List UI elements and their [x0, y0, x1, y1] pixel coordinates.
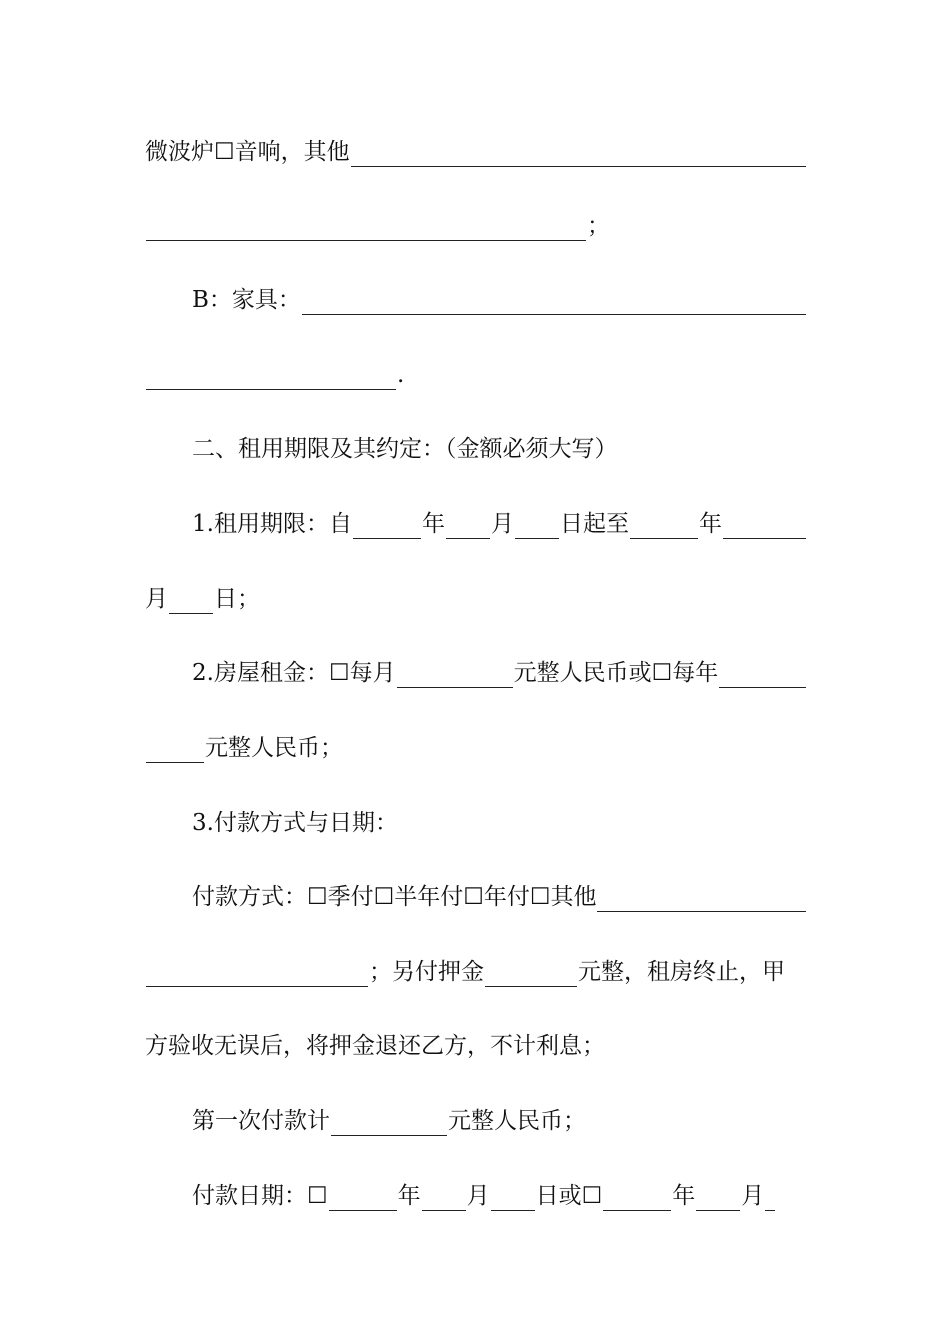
yearly-rent-blank-2 — [146, 738, 204, 763]
month-label: 月 — [466, 1183, 490, 1209]
appliances-continuation-blank — [146, 216, 586, 241]
furniture-blank — [302, 290, 806, 315]
pay-month-blank — [422, 1186, 466, 1211]
furniture-continuation-blank — [146, 365, 396, 390]
first-payment-blank — [331, 1111, 447, 1136]
year-label: 年 — [421, 511, 445, 537]
deposit-line — [145, 957, 807, 987]
appliances-other-label: 微波炉☐音响，其他 — [145, 139, 350, 165]
lease-term-line — [145, 509, 807, 539]
rent-monthly-label: 2.房屋租金：☐每月 — [192, 660, 396, 686]
appliances-continuation-line — [145, 211, 807, 241]
rent-unit-label: 元整人民币； — [205, 735, 343, 761]
end-month-blank — [723, 514, 806, 539]
or-label: 日或☐ — [535, 1183, 603, 1209]
pay-year-blank-2 — [603, 1186, 671, 1211]
payment-other-blank-2 — [146, 962, 368, 987]
payment-date-label: 付款日期：☐ — [192, 1183, 328, 1209]
start-year-blank — [353, 514, 421, 539]
monthly-rent-blank — [397, 663, 513, 688]
furniture-label: B：家具： — [192, 287, 301, 313]
first-payment-unit: 元整人民币； — [448, 1108, 586, 1134]
furniture-continuation-line — [145, 360, 807, 390]
deposit-blank — [485, 962, 577, 987]
end-year-blank — [630, 514, 698, 539]
year-label: 年 — [698, 511, 722, 537]
pay-day-blank — [491, 1186, 535, 1211]
first-payment-label: 第一次付款计 — [192, 1108, 330, 1134]
rent-continuation — [145, 733, 807, 763]
payment-method-options: 付款方式：☐季付☐半年付☐年付☐其他 — [192, 884, 597, 910]
first-payment-line — [145, 1106, 807, 1136]
pay-day-blank-2 — [765, 1186, 775, 1211]
pay-year-blank — [329, 1186, 397, 1211]
month-label: 月 — [145, 586, 168, 612]
day-label: 日； — [214, 586, 260, 612]
lease-term-label: 1.租用期限：自 — [192, 511, 352, 537]
semicolon: ； — [587, 213, 610, 239]
section-heading — [145, 434, 807, 464]
deposit-label: ；另付押金 — [369, 959, 484, 985]
appliances-other-line — [145, 137, 807, 167]
year-label: 年 — [672, 1183, 696, 1209]
payment-date-line — [145, 1181, 807, 1211]
start-day-blank — [515, 514, 559, 539]
furniture-line — [145, 285, 807, 315]
payment-method-title: 3.付款方式与日期： — [192, 810, 398, 836]
lease-term-continuation — [145, 584, 807, 614]
yearly-rent-blank — [719, 663, 806, 688]
end-day-blank — [169, 589, 213, 614]
appliances-other-blank — [351, 142, 806, 167]
rent-yearly-label: 元整人民币或☐每年 — [513, 660, 719, 686]
payment-heading — [145, 808, 807, 838]
deposit-terms: 元整，租房终止，甲 — [578, 959, 785, 985]
pay-month-blank-2 — [696, 1186, 740, 1211]
deposit-continuation — [145, 1031, 807, 1061]
month-label: 月 — [490, 511, 514, 537]
period: . — [397, 362, 405, 388]
until-label: 日起至 — [559, 511, 629, 537]
payment-method-line — [145, 882, 807, 912]
payment-other-blank — [597, 887, 806, 912]
year-label: 年 — [397, 1183, 421, 1209]
rent-line — [145, 658, 807, 688]
section-two-title: 二、租用期限及其约定：（金额必须大写） — [192, 436, 618, 462]
start-month-blank — [446, 514, 490, 539]
deposit-refund-text: 方验收无误后，将押金退还乙方，不计利息； — [145, 1033, 605, 1059]
month-label: 月 — [741, 1183, 765, 1209]
